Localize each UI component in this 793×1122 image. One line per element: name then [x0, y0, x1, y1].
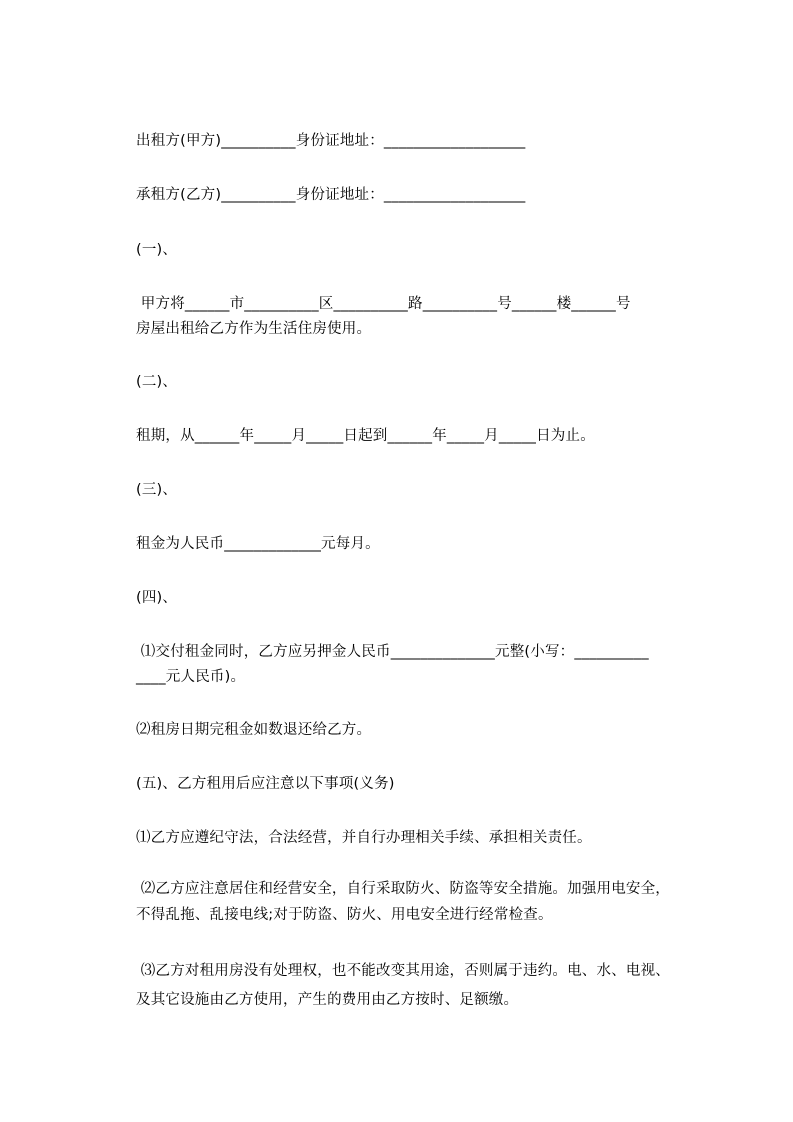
section-5-item-2-line-1: ⑵乙方应注意居住和经营安全，自行采取防火、防盗等安全措施。加强用电安全， [136, 881, 671, 897]
section-3-heading: (三)、 [136, 482, 178, 498]
section-5-item-3-line-2: 及其它设施由乙方使用，产生的费用由乙方按时、足额缴。 [136, 992, 519, 1008]
section-5-item-1: ⑴乙方应遵纪守法，合法经营，并自行办理相关手续、承担相关责任。 [136, 830, 592, 846]
section-4-item-1-line-2: ____元人民币)。 [136, 669, 246, 685]
section-1-heading: (一)、 [136, 242, 178, 258]
section-1-text-line-1: 甲方将______市__________区__________路__________号______楼______号 [136, 296, 631, 312]
section-5-heading: (五)、乙方租用后应注意以下事项(义务) [136, 776, 395, 792]
section-2-heading: (二)、 [136, 374, 178, 390]
section-4-item-2: ⑵租房日期完租金如数退还给乙方。 [136, 722, 372, 738]
landlord-line: 出租方(甲方)__________身份证地址：___________________ [136, 133, 526, 149]
section-3-text: 租金为人民币_____________元每月。 [136, 536, 380, 552]
tenant-line: 承租方(乙方)__________身份证地址：___________________ [136, 187, 526, 203]
section-5-item-2-line-2: 不得乱拖、乱接电线;对于防盗、防火、用电安全进行经常检查。 [136, 907, 553, 923]
section-1-text-line-2: 房屋出租给乙方作为生活住房使用。 [136, 321, 372, 337]
section-2-text: 租期，从______年_____月_____日起到______年_____月_____日为止。 [136, 428, 595, 444]
section-4-heading: (四)、 [136, 590, 178, 606]
section-5-item-3-line-1: ⑶乙方对租用房没有处理权，也不能改变其用途，否则属于违约。电、水、电视、 [136, 963, 671, 979]
section-4-item-1-line-1: ⑴交付租金同时，乙方应另押金人民币______________元整(小写：__________ [136, 644, 649, 660]
